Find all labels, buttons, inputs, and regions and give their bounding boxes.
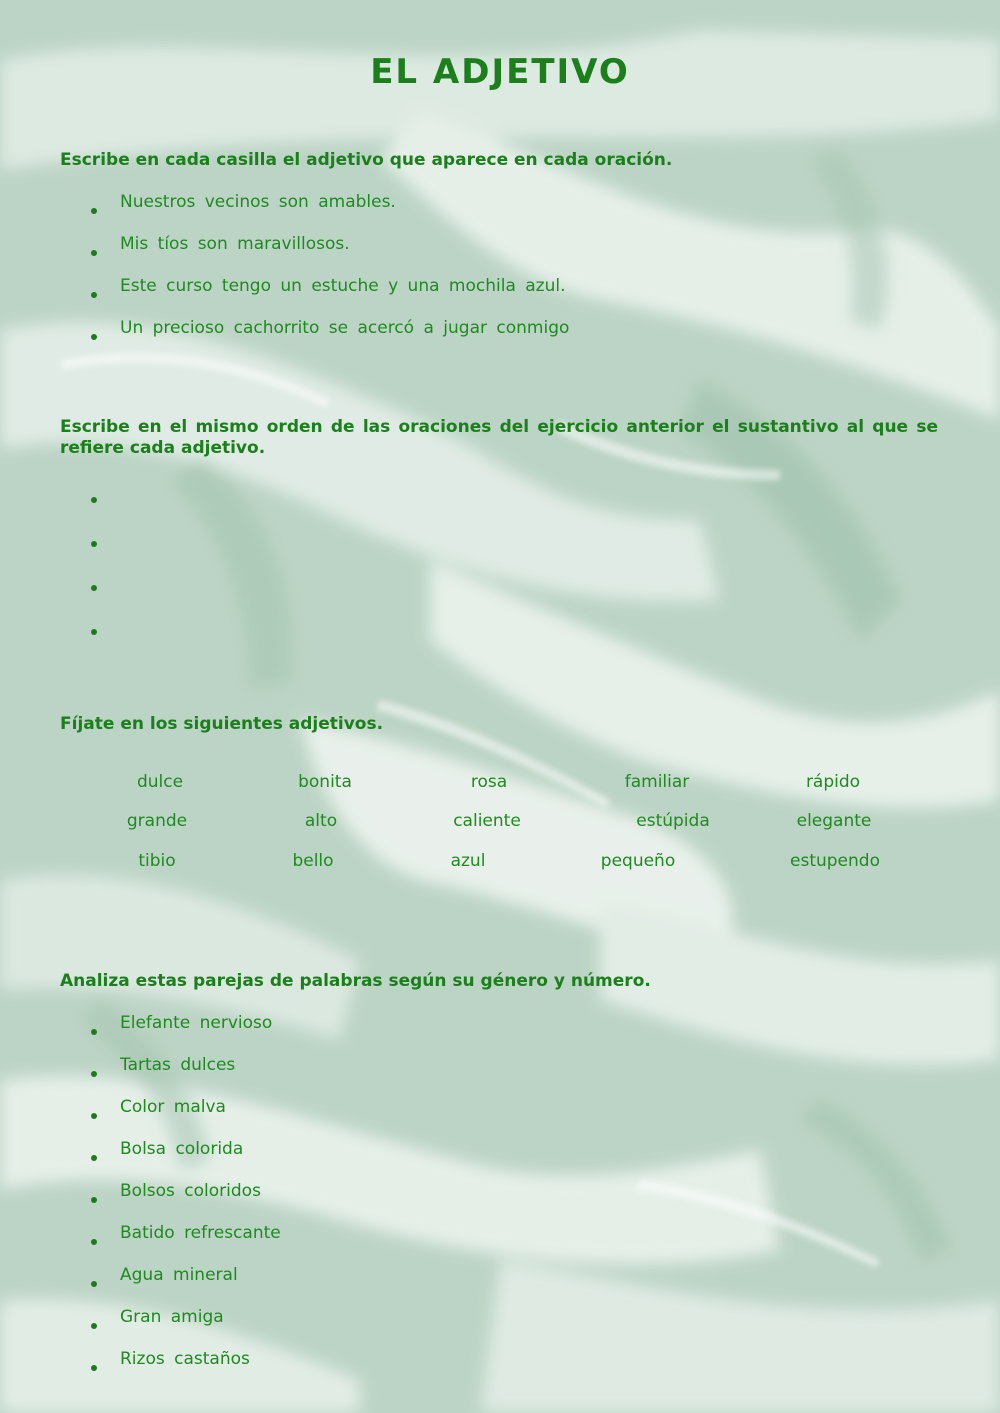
answer-slot[interactable] [88, 522, 120, 566]
word-pair: Bolsos coloridos [120, 1181, 261, 1201]
word-pair: Elefante nervioso [120, 1013, 273, 1033]
list-item [88, 1137, 281, 1179]
word-pair: Rizos castaños [120, 1349, 250, 1369]
list-item [88, 1179, 281, 1221]
exercise1-instruction: Escribe en cada casilla el adjetivo que aparece en cada oración. [60, 150, 673, 170]
list-item [88, 232, 569, 274]
list-item [88, 1221, 281, 1263]
word-pair: Tartas dulces [120, 1055, 236, 1075]
exercise1-sentence-list [88, 190, 569, 358]
adjective-word: tibio [138, 851, 176, 871]
adjective-word: familiar [624, 772, 690, 792]
exercise2-instruction: Escribe en el mismo orden de las oraciones del ejercicio anterior el sustantivo al que se refiere cada adjetivo. [60, 417, 938, 458]
adjective-word: bonita [298, 772, 352, 792]
list-item [88, 1095, 281, 1137]
exercise4-instruction: Analiza estas parejas de palabras según su género y número. [60, 971, 651, 991]
exercise4-pair-list [88, 1011, 281, 1389]
word-pair: Color malva [120, 1097, 226, 1117]
word-pair: Gran amiga [120, 1307, 224, 1327]
exercise2-answer-list [88, 478, 120, 654]
sentence-text: Nuestros vecinos son amables. [120, 192, 396, 212]
sentence-text: Mis tíos son maravillosos. [120, 234, 350, 254]
exercise3-instruction: Fíjate en los siguientes adjetivos. [60, 714, 384, 734]
answer-slot[interactable] [88, 566, 120, 610]
sentence-text: Un precioso cachorrito se acercó a jugar conmigo [120, 318, 570, 338]
list-item [88, 1347, 281, 1389]
list-item [88, 190, 569, 232]
list-item [88, 1263, 281, 1305]
adjective-word: estúpida [636, 811, 710, 831]
adjective-word: caliente [453, 811, 521, 831]
list-item [88, 316, 569, 358]
answer-slot[interactable] [88, 610, 120, 654]
page-title: EL ADJETIVO [370, 52, 630, 92]
list-item [88, 1011, 281, 1053]
word-pair: Batido refrescante [120, 1223, 281, 1243]
adjective-word: bello [292, 851, 334, 871]
adjective-word: dulce [136, 772, 184, 792]
adjective-word: grande [126, 811, 188, 831]
adjective-word: azul [450, 851, 486, 871]
sentence-text: Este curso tengo un estuche y una mochila azul. [120, 276, 566, 296]
adjective-word: estupendo [790, 851, 880, 871]
adjective-word: elegante [796, 811, 872, 831]
adjective-word: rápido [805, 772, 861, 792]
word-pair: Agua mineral [120, 1265, 238, 1285]
list-item [88, 274, 569, 316]
list-item [88, 1305, 281, 1347]
adjective-word: alto [304, 811, 338, 831]
adjective-word: pequeño [600, 851, 676, 871]
answer-slot[interactable] [88, 478, 120, 522]
list-item [88, 1053, 281, 1095]
word-pair: Bolsa colorida [120, 1139, 244, 1159]
adjective-word: rosa [470, 772, 508, 792]
